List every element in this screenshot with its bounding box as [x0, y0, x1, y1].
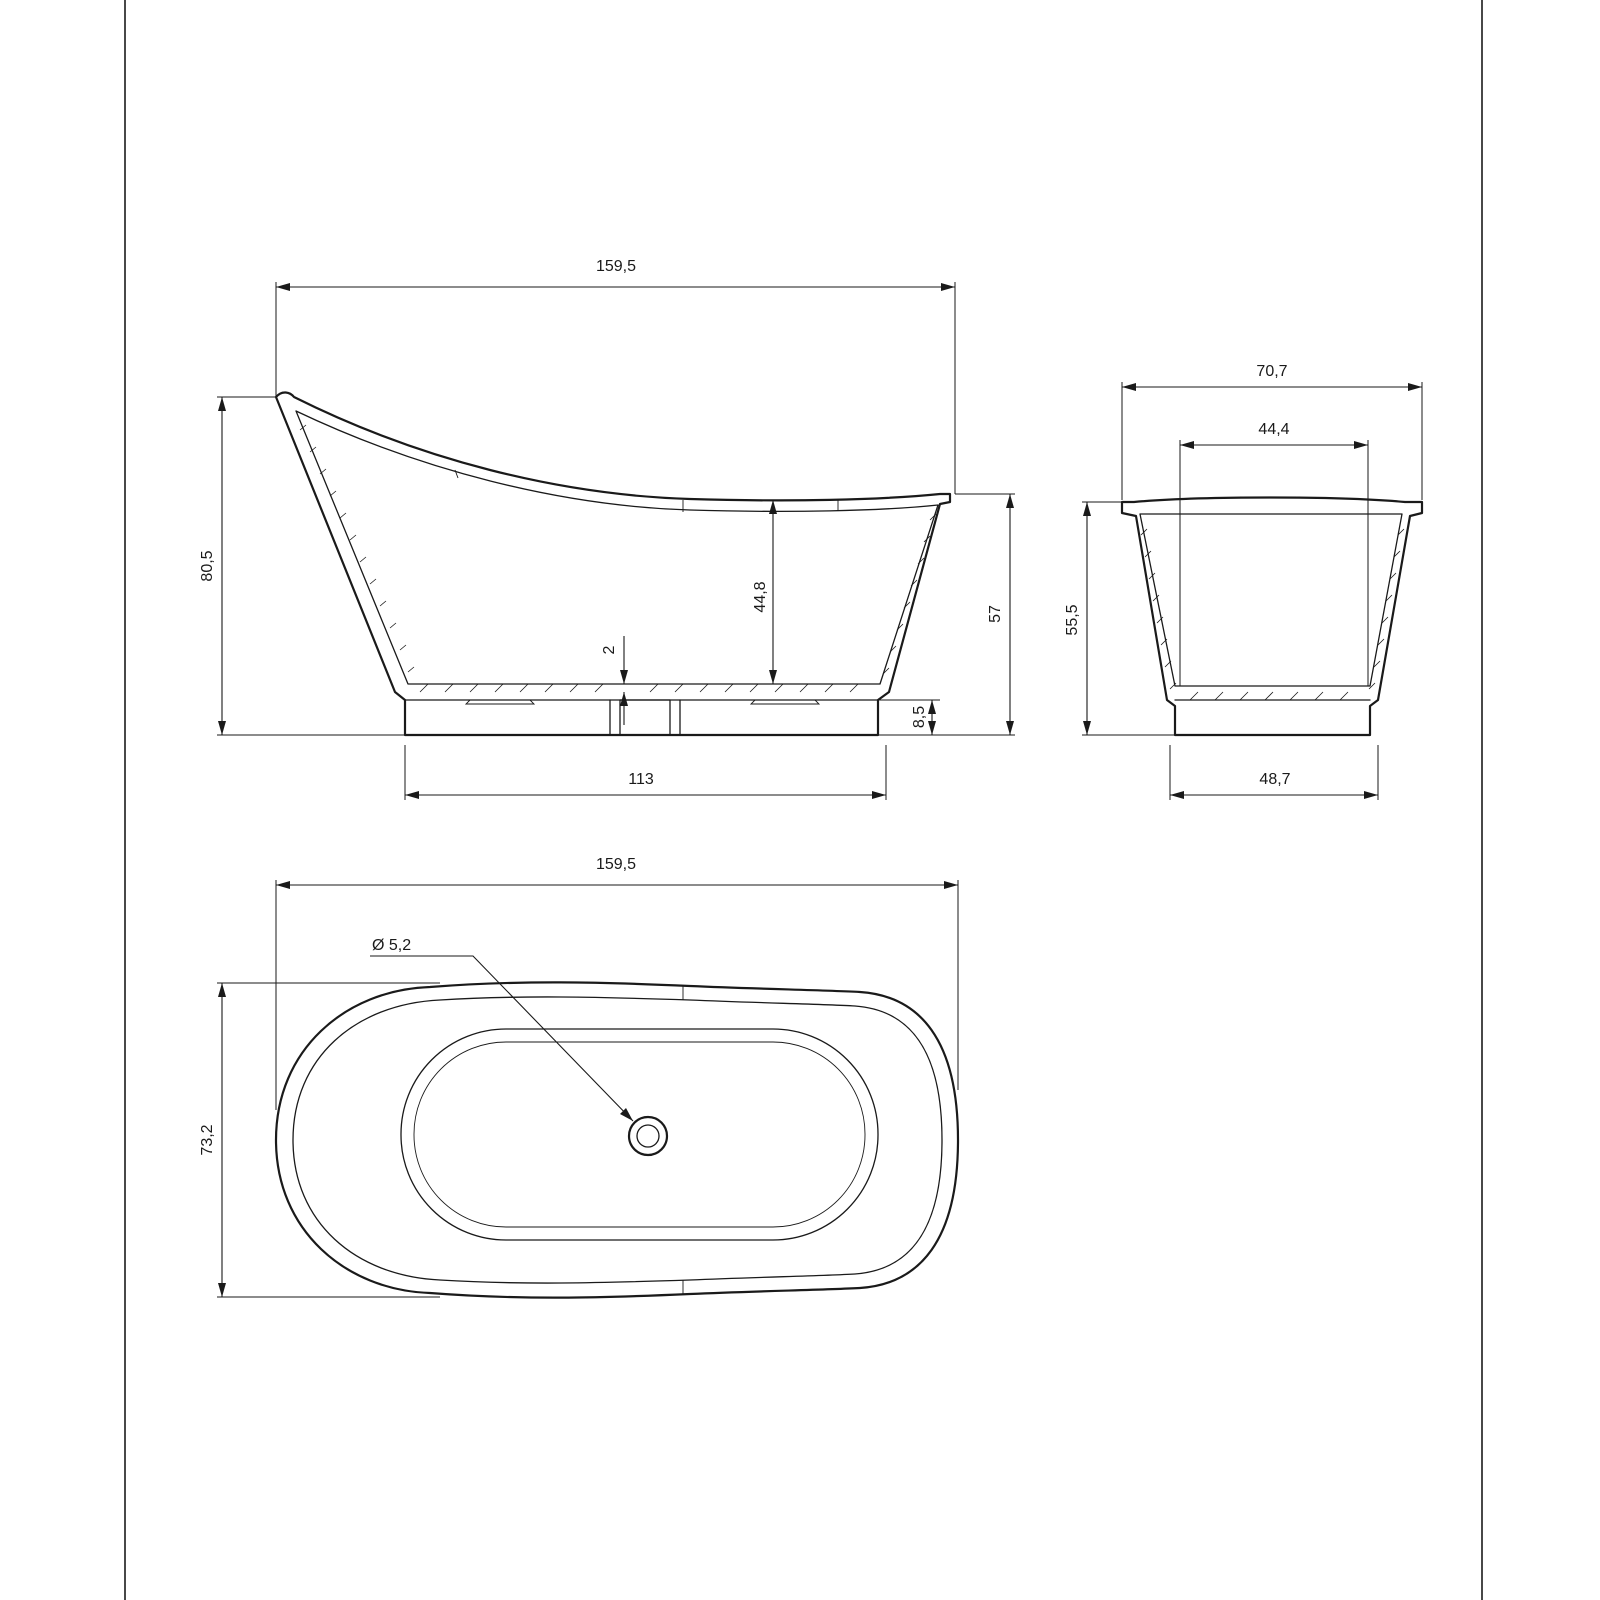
- arrowhead: [218, 721, 226, 735]
- arrowhead: [928, 700, 936, 714]
- end-view-inner-shell: [1140, 514, 1402, 686]
- arrowhead: [1006, 721, 1014, 735]
- arrowhead: [1180, 441, 1194, 449]
- top-view-basin-inner: [414, 1042, 865, 1227]
- arrowhead: [941, 283, 955, 291]
- drain-leader-line: [370, 956, 633, 1121]
- arrowhead: [620, 670, 628, 684]
- side-view: [276, 392, 950, 735]
- drain-inner: [637, 1125, 659, 1147]
- dim-label-base-height: 8,5: [911, 705, 928, 729]
- arrowhead: [769, 500, 777, 514]
- arrowhead: [1364, 791, 1378, 799]
- dim-label-top-width: 73,2: [199, 1124, 216, 1156]
- arrowhead: [928, 721, 936, 735]
- dim-label-height-rim: 57: [987, 605, 1004, 623]
- arrowhead: [218, 1283, 226, 1297]
- arrowhead: [1083, 502, 1091, 516]
- arrowhead: [944, 881, 958, 889]
- drain-diameter-label: Ø 5,2: [372, 937, 412, 954]
- dim-label-end-height: 55,5: [1064, 604, 1081, 636]
- top-view-dimensions: [199, 856, 958, 1297]
- side-view-dimensions: [199, 258, 1015, 800]
- drain-outer: [629, 1117, 667, 1155]
- arrowhead: [405, 791, 419, 799]
- arrowhead: [769, 670, 777, 684]
- arrowhead: [1354, 441, 1368, 449]
- dim-label-base-width: 48,7: [1259, 771, 1291, 788]
- dim-label-height-total: 80,5: [199, 550, 216, 582]
- dim-label-inner-depth: 44,8: [752, 581, 769, 613]
- arrowhead: [218, 983, 226, 997]
- side-view-hatch-floor: [420, 684, 858, 692]
- dim-label-length-top: 159,5: [595, 258, 637, 275]
- arrowhead: [872, 791, 886, 799]
- arrowhead: [276, 881, 290, 889]
- side-view-inner-shell: [296, 411, 938, 684]
- arrowhead: [620, 692, 628, 706]
- top-view: [276, 982, 958, 1297]
- top-view-basin-outer: [401, 1029, 878, 1240]
- end-view-hatch-floor: [1190, 692, 1348, 700]
- end-view: [1122, 497, 1422, 735]
- dim-label-top-length: 159,5: [595, 856, 637, 873]
- dim-label-bottom-thickness: 2: [601, 645, 618, 655]
- arrowhead: [218, 397, 226, 411]
- arrowhead: [276, 283, 290, 291]
- dim-label-base-length: 113: [628, 771, 654, 788]
- top-view-outer-rim: [276, 982, 958, 1297]
- dim-label-inner-width: 44,4: [1258, 421, 1290, 438]
- arrowhead: [1170, 791, 1184, 799]
- arrowhead: [1083, 721, 1091, 735]
- arrowhead: [1408, 383, 1422, 391]
- arrowhead: [1122, 383, 1136, 391]
- dim-label-width-top: 70,7: [1256, 363, 1288, 380]
- arrowhead: [1006, 494, 1014, 508]
